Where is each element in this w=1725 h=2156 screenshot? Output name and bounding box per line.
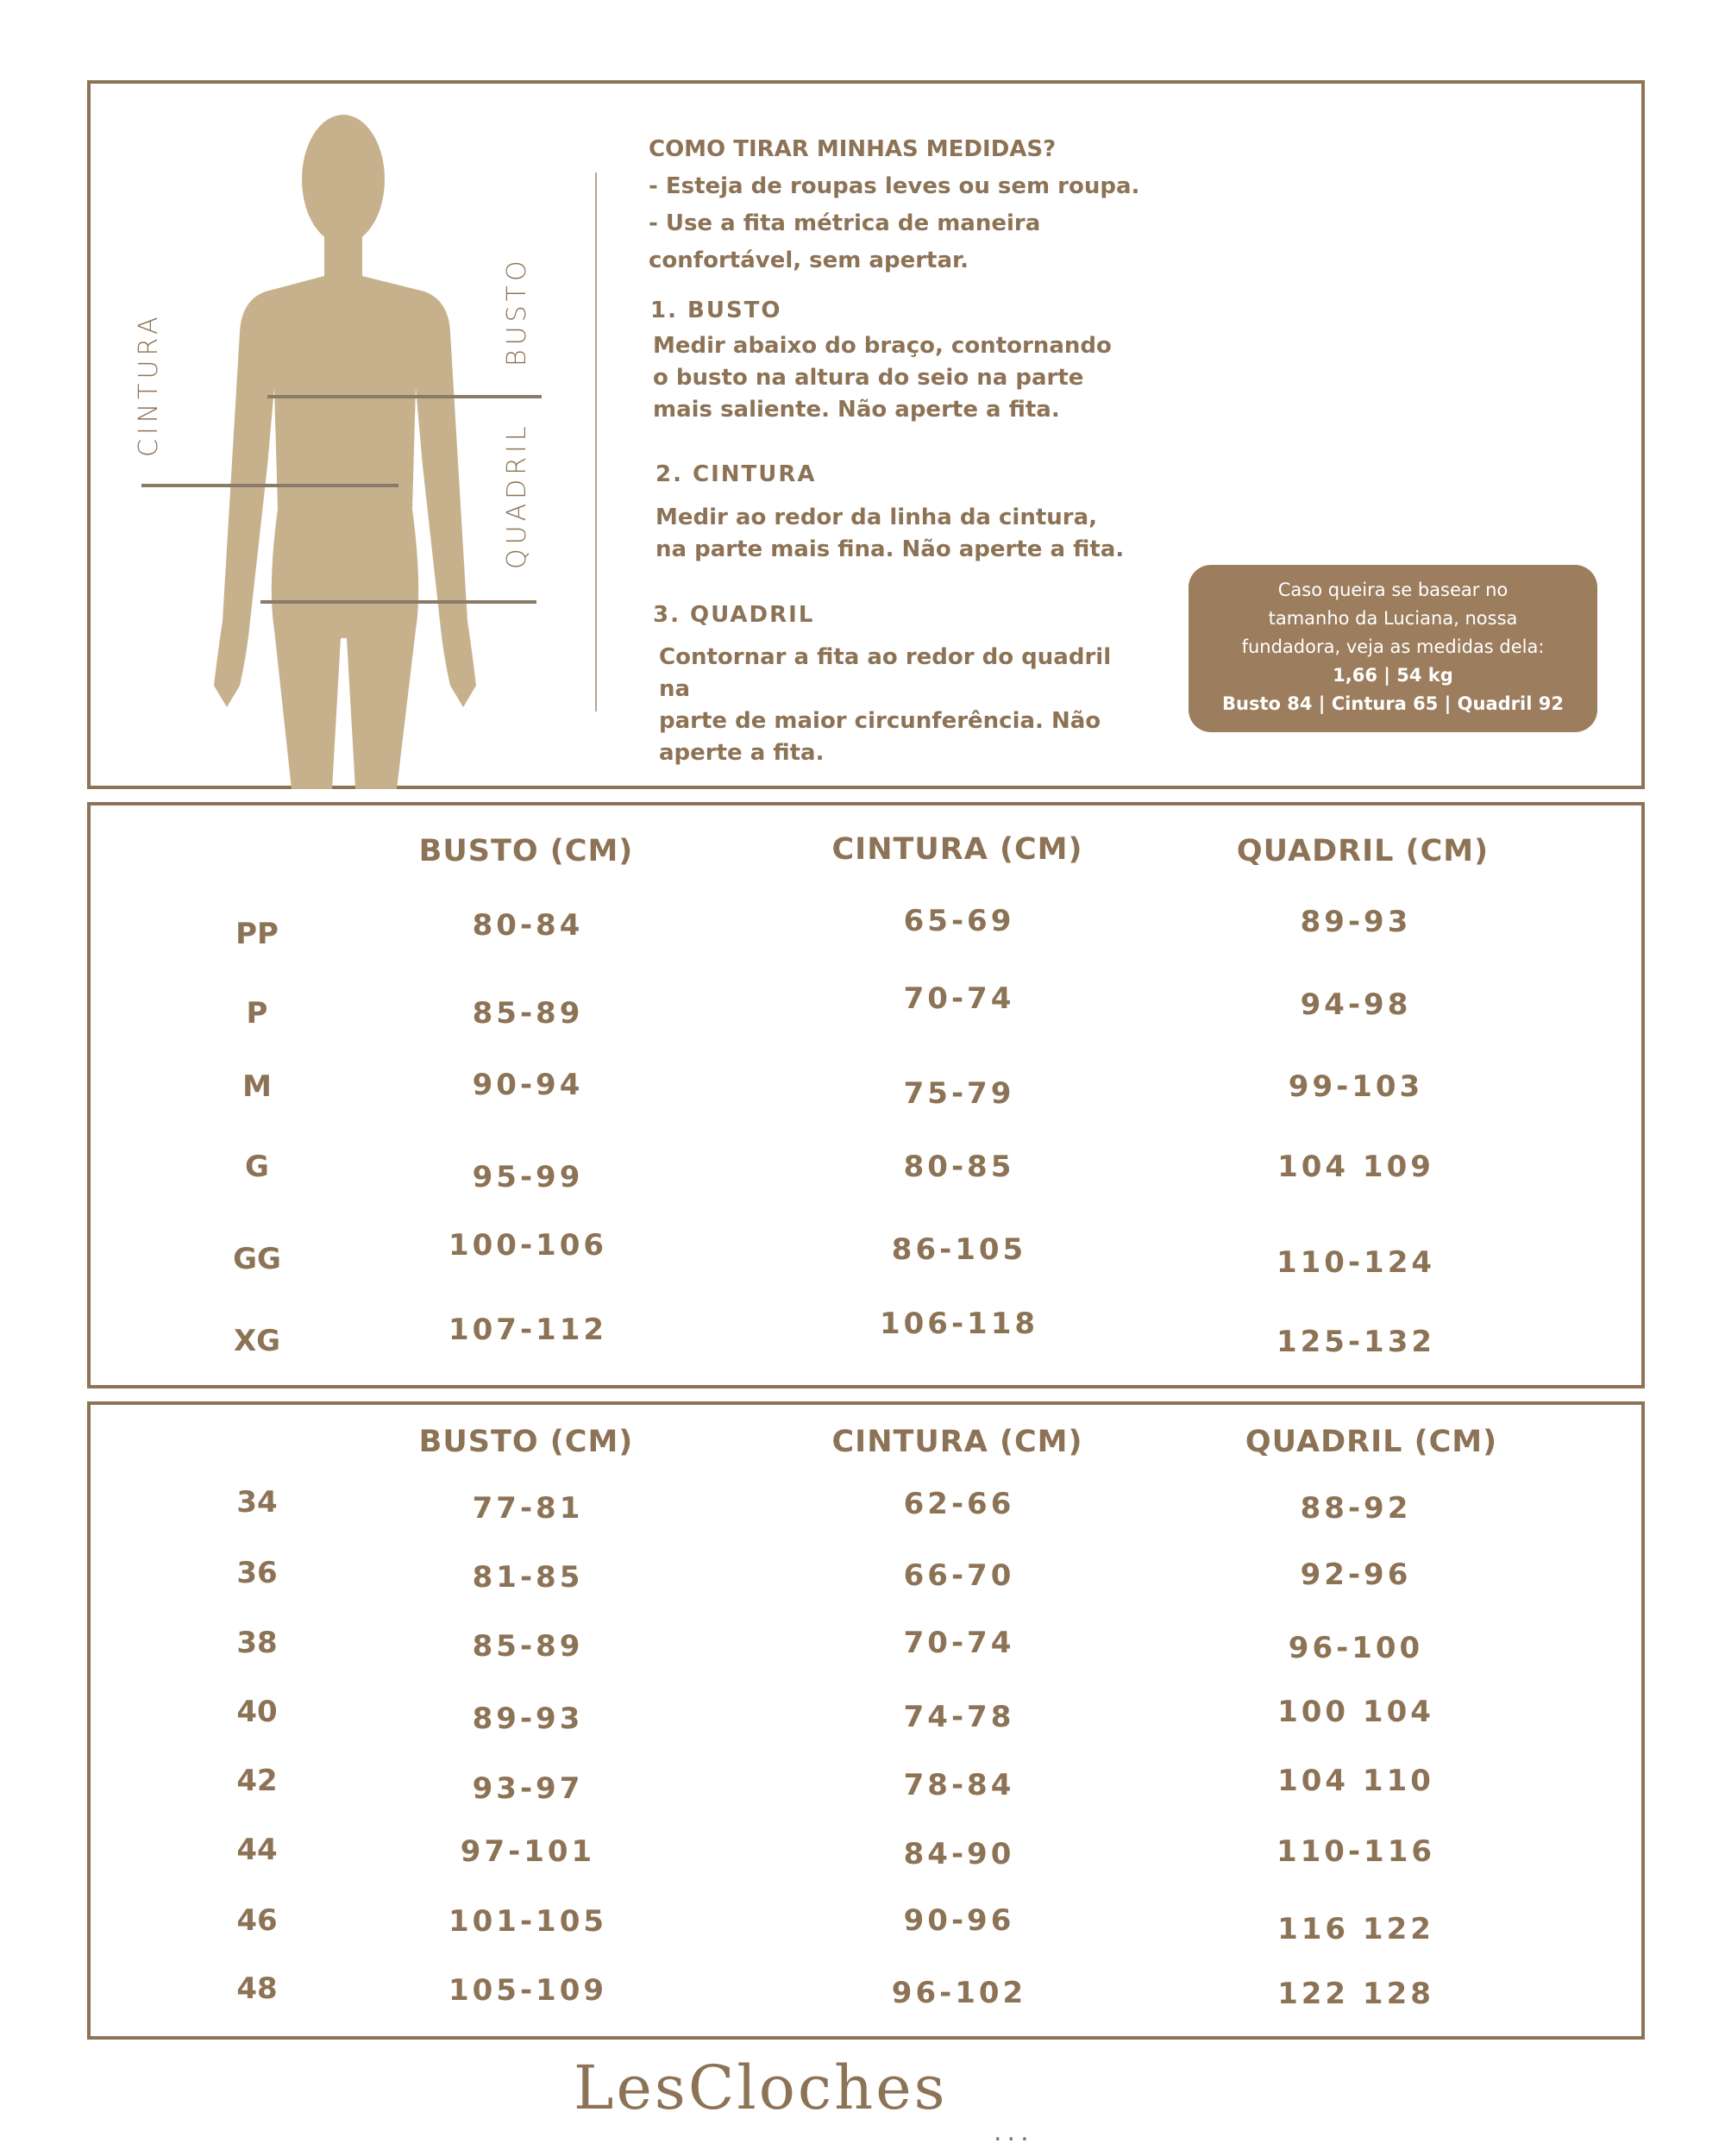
table2-cell-busto: 85-89 — [472, 1629, 584, 1664]
table2-cell-quadril: 122 128 — [1277, 1977, 1434, 2011]
table1-cell-cintura: 86-105 — [891, 1232, 1027, 1267]
text-line: parte de maior circunferência. Não — [659, 708, 1101, 734]
table2-cell-quadril: 92-96 — [1300, 1557, 1412, 1592]
table2-cell-quadril: 96-100 — [1288, 1631, 1424, 1665]
table2-cell-quadril: 104 110 — [1277, 1764, 1434, 1798]
table2-cell-busto: 101-105 — [448, 1904, 608, 1939]
table1-cell-cintura: 80-85 — [903, 1150, 1015, 1184]
waist-section-title: 2. CINTURA — [656, 461, 817, 487]
table1-cell-busto: 90-94 — [472, 1068, 584, 1102]
table1-cell-busto: 100-106 — [448, 1228, 608, 1263]
text-line: mais saliente. Não aperte a fita. — [653, 397, 1060, 423]
table2-cell-quadril: 88-92 — [1300, 1491, 1412, 1526]
table1-cell-quadril: 94-98 — [1300, 987, 1412, 1022]
table2-cell-cintura: 70-74 — [903, 1626, 1015, 1660]
table1-cell-busto: 85-89 — [472, 996, 584, 1031]
waist-section-text — [656, 502, 1138, 566]
vertical-divider — [595, 172, 597, 711]
bust-section-title: 1. BUSTO — [650, 298, 782, 323]
table1-cell-busto: 80-84 — [472, 908, 584, 943]
table1-cell-size: XG — [233, 1324, 281, 1358]
table2-cell-size: 44 — [236, 1833, 278, 1867]
table2-header-busto: BUSTO (CM) — [418, 1425, 634, 1459]
table1-cell-cintura: 75-79 — [903, 1076, 1015, 1111]
table2-cell-size: 46 — [236, 1903, 278, 1938]
table1-cell-size: G — [245, 1150, 269, 1184]
silhouette-shape — [214, 115, 476, 789]
table2-cell-busto: 93-97 — [472, 1771, 584, 1806]
brand-logo: LesCloches — [574, 2053, 948, 2123]
table1-header-cintura: CINTURA (CM) — [831, 832, 1083, 867]
table1-cell-busto: 107-112 — [448, 1313, 608, 1347]
table1-cell-cintura: 65-69 — [903, 904, 1015, 938]
hip-section-title: 3. QUADRIL — [653, 602, 815, 628]
hip-label: QUADRIL — [502, 422, 532, 569]
card-text-line: fundadora, veja as medidas dela: — [1241, 636, 1545, 657]
text-line: Contornar a fita ao redor do quadril na — [659, 644, 1112, 702]
text-line: aperte a fita. — [659, 740, 825, 766]
table1-header-busto: BUSTO (CM) — [418, 834, 634, 868]
instructions-title: COMO TIRAR MINHAS MEDIDAS? — [649, 136, 1057, 162]
table2-cell-busto: 97-101 — [460, 1834, 596, 1869]
card-text-line: tamanho da Luciana, nossa — [1268, 608, 1518, 629]
table2-cell-size: 42 — [236, 1764, 278, 1798]
table1-cell-size: P — [246, 996, 268, 1031]
table1-cell-quadril: 110-124 — [1276, 1245, 1436, 1280]
hip-section-text — [659, 642, 1142, 769]
bust-label: BUSTO — [502, 256, 532, 367]
table1-cell-cintura: 106-118 — [879, 1307, 1039, 1341]
table2-cell-quadril: 116 122 — [1277, 1912, 1434, 1946]
bust-section-text — [653, 330, 1136, 426]
table2-cell-size: 40 — [236, 1695, 278, 1729]
table1-cell-size: PP — [235, 917, 279, 951]
table1-cell-cintura: 70-74 — [903, 981, 1015, 1016]
table2-cell-cintura: 66-70 — [903, 1558, 1015, 1593]
table1-cell-quadril: 89-93 — [1300, 905, 1412, 939]
table1-header-quadril: QUADRIL (CM) — [1236, 834, 1490, 868]
instructions-line: - Esteja de roupas leves ou sem roupa. — [649, 173, 1140, 199]
instructions-line: - Use a fita métrica de maneira — [649, 210, 1041, 236]
table2-cell-busto: 77-81 — [472, 1491, 584, 1526]
table2-cell-cintura: 74-78 — [903, 1700, 1015, 1734]
table2-cell-cintura: 62-66 — [903, 1487, 1015, 1521]
table2-cell-size: 36 — [236, 1556, 278, 1590]
founder-measurements-card — [1189, 565, 1597, 732]
table2-cell-cintura: 84-90 — [903, 1837, 1015, 1871]
table2-cell-cintura: 96-102 — [891, 1976, 1027, 2010]
table1-cell-size: GG — [233, 1242, 281, 1276]
table2-cell-size: 38 — [236, 1626, 278, 1660]
table1-cell-quadril: 125-132 — [1276, 1325, 1436, 1359]
table1-cell-quadril: 104 109 — [1277, 1150, 1434, 1184]
founder-measures: Busto 84 | Cintura 65 | Quadril 92 — [1222, 693, 1564, 714]
waist-label: CINTURA — [134, 312, 164, 457]
text-line: Medir abaixo do braço, contornando — [653, 333, 1112, 359]
table2-cell-cintura: 90-96 — [903, 1903, 1015, 1938]
table2-cell-busto: 89-93 — [472, 1702, 584, 1736]
table2-cell-size: 48 — [236, 1971, 278, 2006]
table2-cell-busto: 105-109 — [448, 1973, 608, 2008]
card-text-line: Caso queira se basear no — [1277, 580, 1509, 600]
table2-cell-quadril: 110-116 — [1276, 1834, 1436, 1869]
table2-cell-cintura: 78-84 — [903, 1768, 1015, 1802]
table1-cell-busto: 95-99 — [472, 1160, 584, 1194]
text-line: o busto na altura do seio na parte — [653, 365, 1084, 391]
founder-height-weight: 1,66 | 54 kg — [1333, 665, 1453, 686]
instructions-line: confortável, sem apertar. — [649, 248, 969, 273]
text-line: Medir ao redor da linha da cintura, — [656, 505, 1098, 530]
table1-cell-quadril: 99-103 — [1288, 1069, 1424, 1104]
table2-cell-size: 34 — [236, 1485, 278, 1520]
table1-cell-size: M — [242, 1069, 272, 1104]
text-line: na parte mais fina. Não aperte a fita. — [656, 536, 1125, 562]
table2-cell-busto: 81-85 — [472, 1560, 584, 1595]
brand-logo-dots: ... — [994, 2117, 1034, 2147]
table2-header-cintura: CINTURA (CM) — [831, 1425, 1083, 1459]
table2-cell-quadril: 100 104 — [1277, 1695, 1434, 1729]
table2-header-quadril: QUADRIL (CM) — [1245, 1425, 1498, 1459]
